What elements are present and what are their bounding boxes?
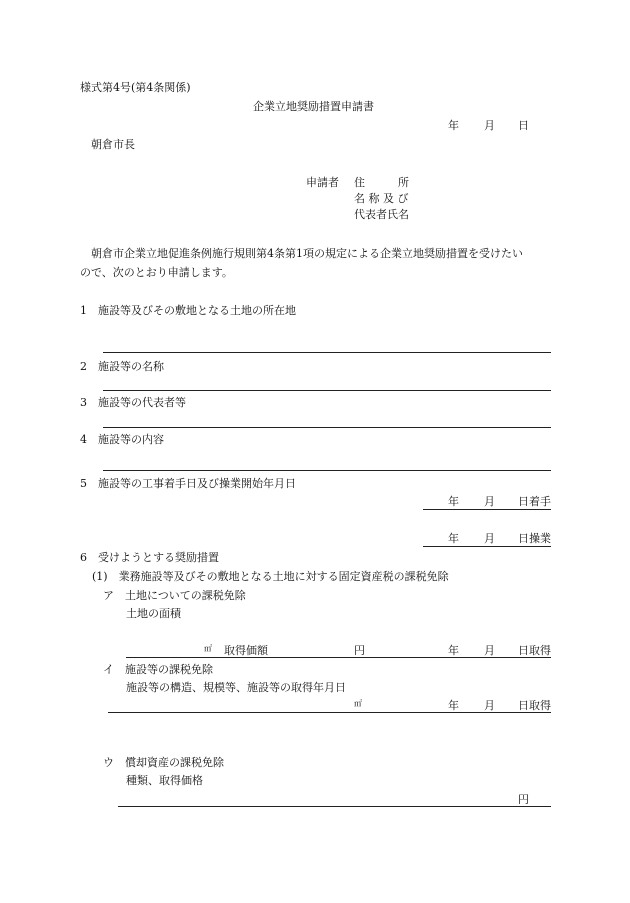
item-i-year: 年 (448, 699, 459, 712)
item-i-day-suffix: 日取得 (518, 699, 551, 712)
body-text-line2: ので、次のとおり申請します。 (80, 266, 233, 279)
applicant-rep-label: 代表者氏名 (354, 208, 409, 221)
operation-month: 月 (484, 532, 495, 545)
date-year: 年 (448, 119, 459, 132)
form-number: 様式第4号(第4条関係) (80, 81, 191, 94)
date-day: 日 (518, 119, 529, 132)
section-3-input-line[interactable] (103, 427, 551, 428)
section-5-label: 5 施設等の工事着手日及び操業開始年月日 (80, 477, 296, 490)
applicant-label: 申請者 (306, 176, 339, 189)
addressee: 朝倉市長 (91, 138, 135, 151)
section-6-1-label: (1) 業務施設等及びその敷地となる土地に対する固定資産税の課税免除 (92, 570, 449, 583)
item-u-label: ウ 償却資産の課税免除 (103, 756, 224, 769)
item-i-month: 月 (484, 699, 495, 712)
item-a-month: 月 (484, 644, 495, 657)
date-month: 月 (484, 119, 495, 132)
operation-day-suffix: 日操業 (518, 532, 551, 545)
start-day-suffix: 日着手 (518, 495, 551, 508)
item-a-area-unit: ㎡ (204, 644, 212, 653)
operation-year: 年 (448, 532, 459, 545)
item-a-input-line[interactable] (126, 657, 551, 658)
item-u-sub: 種類、取得価格 (126, 774, 203, 787)
section-2-label: 2 施設等の名称 (80, 360, 164, 373)
section-2-input-line[interactable] (103, 390, 551, 391)
section-1-input-line[interactable] (103, 352, 551, 353)
section-4-input-line[interactable] (103, 470, 551, 471)
section-4-label: 4 施設等の内容 (80, 433, 164, 446)
operation-date-line[interactable] (423, 546, 551, 547)
applicant-name-label: 名 称 及 び (354, 192, 409, 205)
item-a-day-suffix: 日取得 (518, 644, 551, 657)
start-month: 月 (484, 495, 495, 508)
item-i-label: イ 施設等の課税免除 (103, 663, 213, 676)
item-a-sub: 土地の面積 (126, 607, 181, 620)
item-i-area-unit: ㎡ (354, 699, 362, 708)
start-year: 年 (448, 495, 459, 508)
item-u-input-line[interactable] (118, 806, 551, 807)
body-text-line1: 朝倉市企業立地促進条例施行規則第4条第1項の規定による企業立地奨励措置を受けたい (91, 247, 523, 260)
item-a-label: ア 土地についての課税免除 (103, 589, 246, 602)
applicant-address-label: 住 所 (354, 176, 409, 189)
item-a-year: 年 (448, 644, 459, 657)
section-1-label: 1 施設等及びその敷地となる土地の所在地 (80, 304, 296, 317)
item-i-sub: 施設等の構造、規模等、施設等の取得年月日 (126, 681, 346, 694)
section-6-label: 6 受けようとする奨励措置 (80, 551, 219, 564)
document-title: 企業立地奨励措置申請書 (253, 100, 374, 113)
item-i-input-line[interactable] (108, 712, 551, 713)
start-date-line[interactable] (423, 509, 551, 510)
item-u-yen: 円 (518, 793, 529, 806)
section-3-label: 3 施設等の代表者等 (80, 396, 186, 409)
item-a-acq-label: 取得価額 (224, 644, 268, 657)
item-a-yen: 円 (354, 644, 365, 657)
